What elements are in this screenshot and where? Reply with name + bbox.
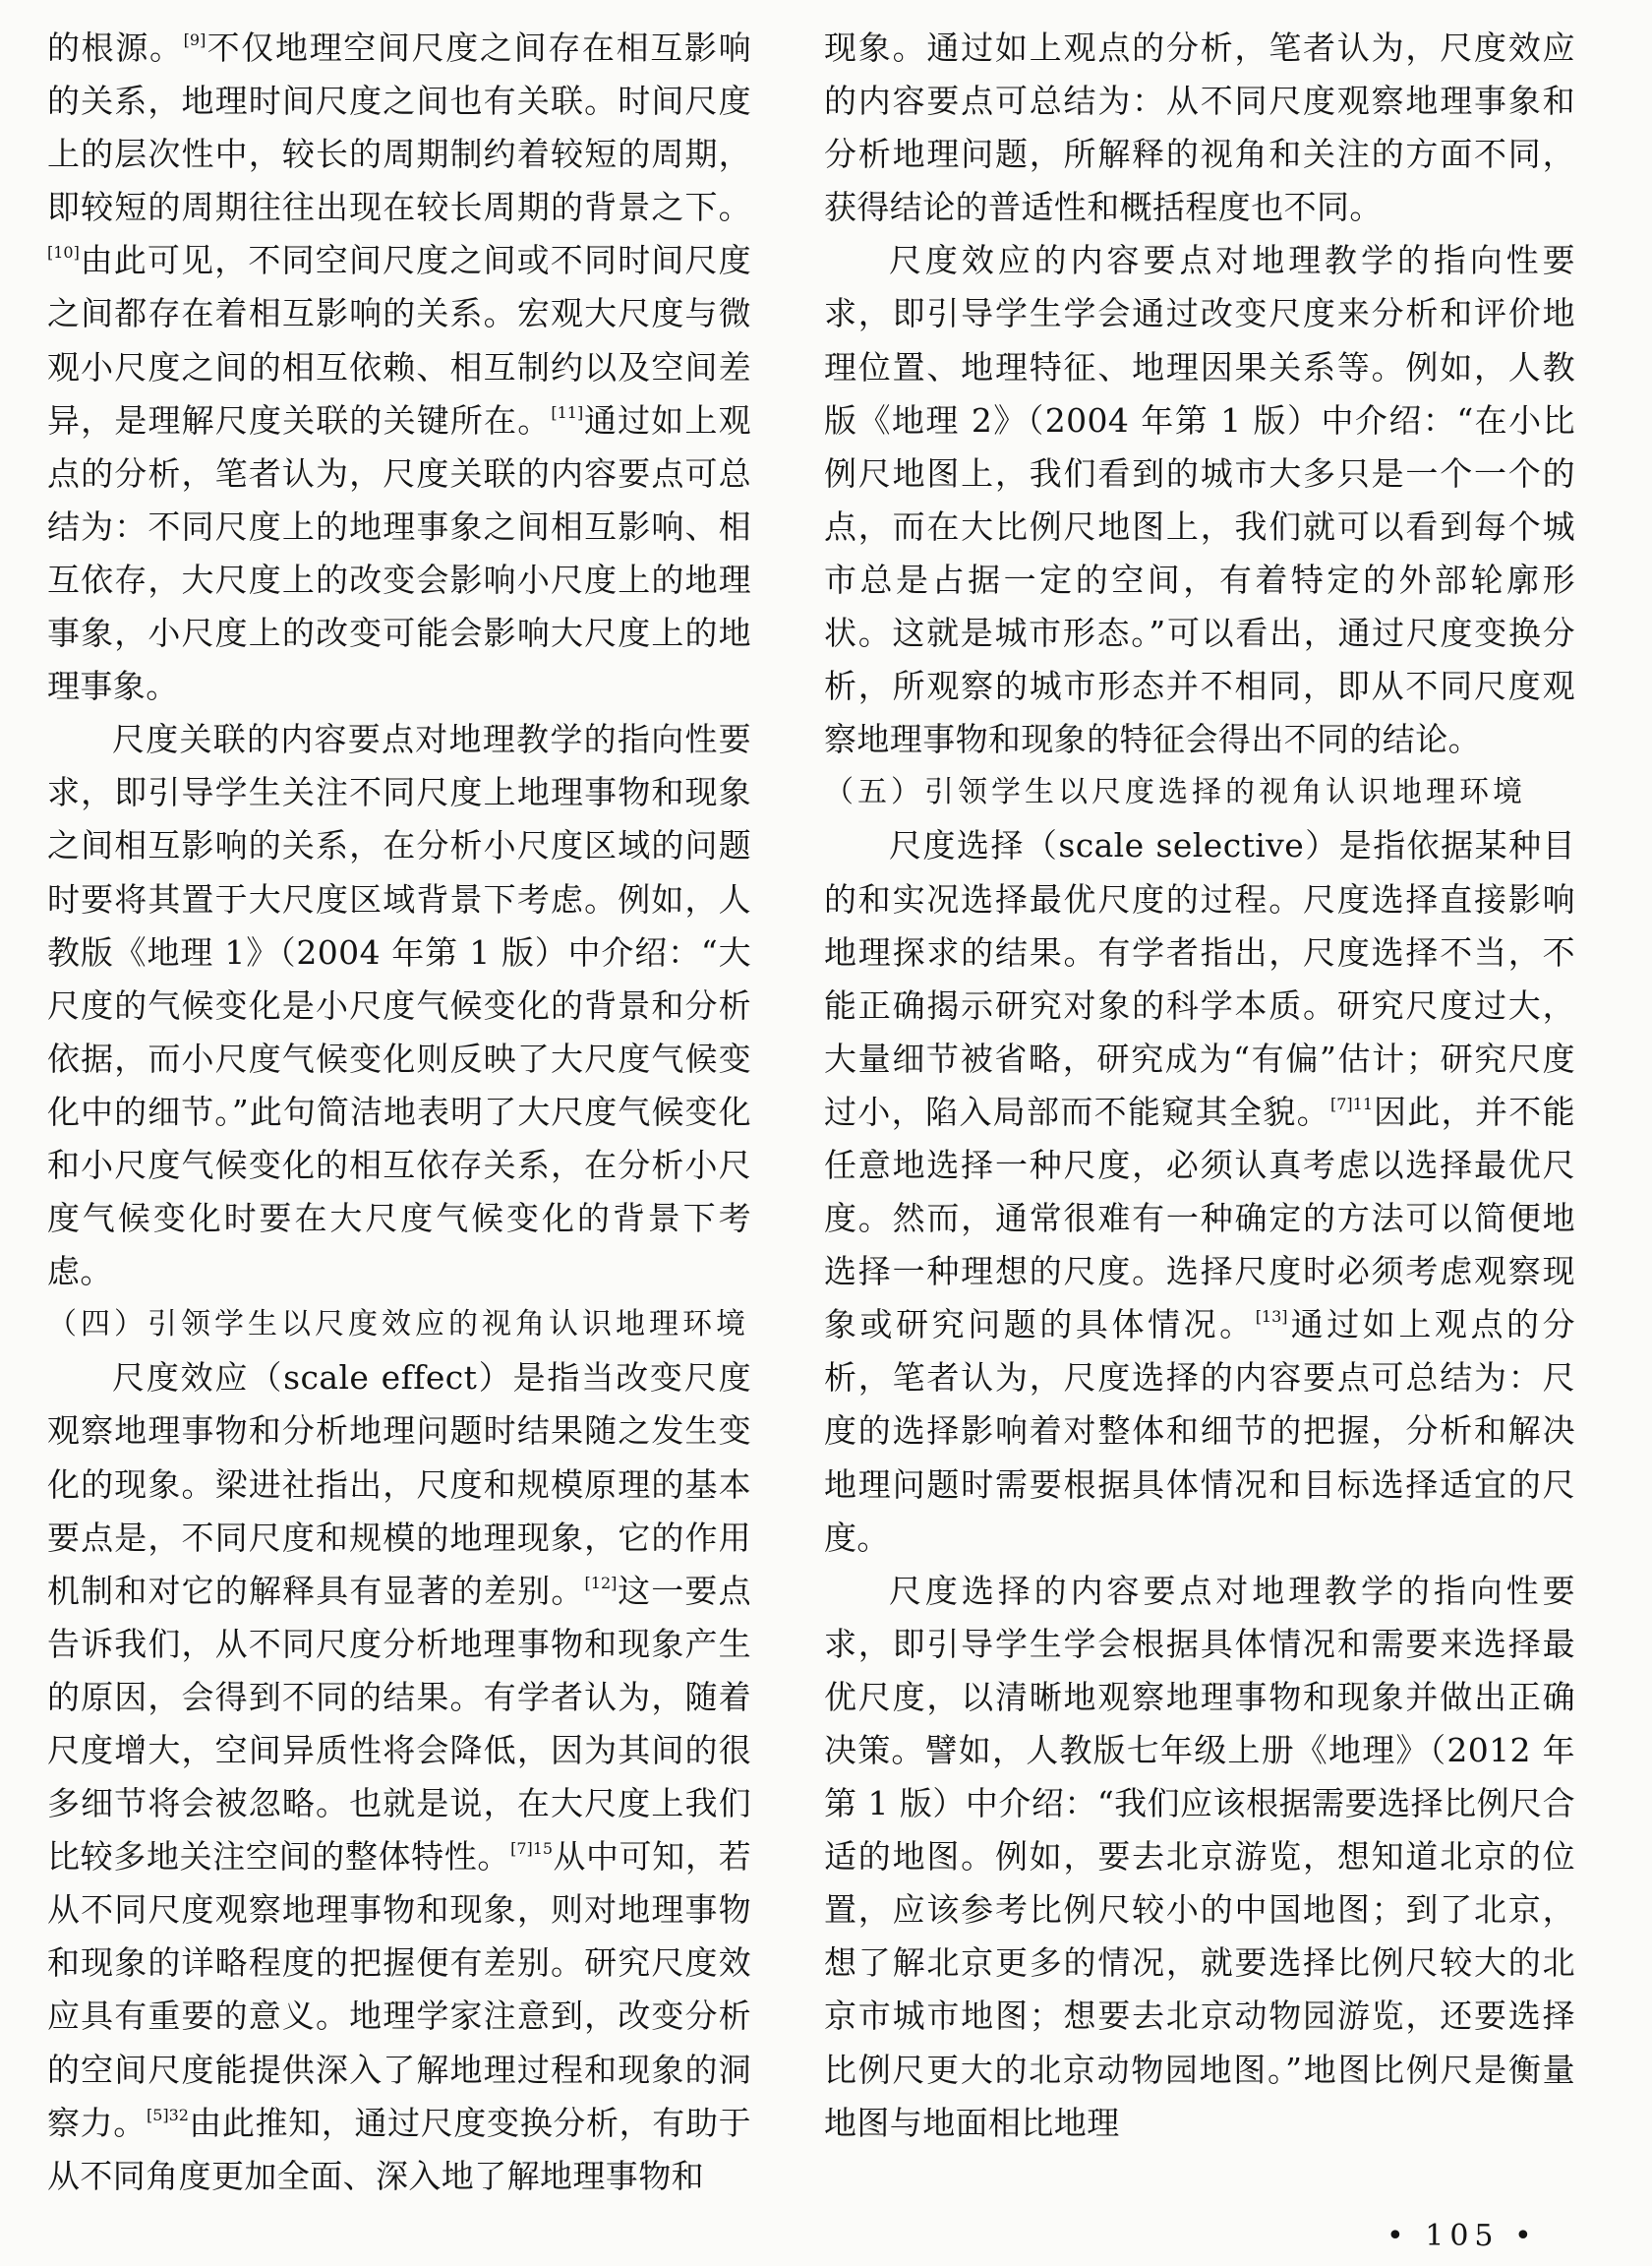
text-run: 通过如上观点的分析，笔者认为，尺度选择的内容要点可总结为：尺度的选择影响着对整体和细节的把握，分析和解决地理问题时需要根据具体情况和目标选择适宜的尺度。 xyxy=(824,1305,1575,1557)
text-run: 从中可知，若从不同尺度观察地理事物和现象，则对地理事物和现象的详略程度的把握便有差别。研究尺度效应具有重要的意义。地理学家注意到，改变分析的空间尺度能提供深入了解地理过程和现象的洞察力。 xyxy=(47,1837,751,2142)
text-run: 的根源。 xyxy=(47,29,184,67)
text-run: 这一要点告诉我们，从不同尺度分析地理事物和现象产生的原因，会得到不同的结果。有学者认为，随着尺度增大，空间异质性将会降低，因为其间的很多细节将会被忽略。也就是说，在大尺度上我们比较多地关注空间的整体特性。 xyxy=(47,1571,751,1877)
text-run: 不仅地理空间尺度之间存在相互影响的关系，地理时间尺度之间也有关联。时间尺度上的层次性中，较长的周期制约着较短的周期，即较短的周期往往出现在较长周期的背景之下。 xyxy=(47,29,751,227)
text-run: 由此推知，通过尺度变换分析，有助于从不同角度更加全面、深入地了解地理事物和 xyxy=(47,2103,751,2195)
paragraph-effect-teaching: 尺度效应的内容要点对地理教学的指向性要求，即引导学生学会通过改变尺度来分析和评价地理位置、地理特征、地理因果关系等。例如，人教版《地理 2》（2004 年第 1 版）中介绍：“在小比例尺地图上，我们看到的城市大多只是一个一个的点，而在大比例尺地图上，我们就可以看到每个城市总是占据一定的空间，有着特定的外部轮廓形状。这就是城市形态。”可以看出，通过尺度变换分析，所观察的城市形态并不相同，即从不同尺度观察地理事物和现象的特征会得出不同的结论。 xyxy=(824,241,1575,759)
paragraph-selection-teaching: 尺度选择的内容要点对地理教学的指向性要求，即引导学生学会根据具体情况和需要来选择最优尺度，以清晰地观察地理事物和现象并做出正确决策。譬如，人教版七年级上册《地理》（2012 年第 1 版）中介绍：“我们应该根据需要选择比例尺合适的地图。例如，要去北京游览，想知道北京的位置，应该参考比例尺较小的中国地图；到了北京，想了解北京更多的情况，就要选择比例尺较大的北京市城市地图；想要去北京动物园游览，还要选择比例尺更大的北京动物园地图。”地图比例尺是衡量地图与地面相比地理 xyxy=(824,1571,1575,2142)
paragraph-effect-summary: 现象。通过如上观点的分析，笔者认为，尺度效应的内容要点可总结为：从不同尺度观察地理事象和分析地理问题，所解释的视角和关注的方面不同，获得结论的普适性和概括程度也不同。 xyxy=(824,29,1575,227)
citation-ref: [9] xyxy=(183,30,206,49)
left-column xyxy=(47,22,751,2203)
paragraph-association-teaching: 尺度关联的内容要点对地理教学的指向性要求，即引导学生关注不同尺度上地理事物和现象之间相互影响的关系，在分析小尺度区域的问题时要将其置于大尺度区域背景下考虑。例如，人教版《地理 1》（2004 年第 1 版）中介绍：“大尺度的气候变化是小尺度气候变化的背景和分析依据，而小尺度气候变化则反映了大尺度气候变化中的细节。”此句简洁地表明了大尺度气候变化和小尺度气候变化的相互依存关系，在分析小尺度气候变化时要在大尺度气候变化的背景下考虑。 xyxy=(47,720,751,1291)
text-run: 通过如上观点的分析，笔者认为，尺度关联的内容要点可总结为：不同尺度上的地理事象之间相互影响、相互依存，大尺度上的改变会影响小尺度上的地理事象，小尺度上的改变可能会影响大尺度上的地理事象。 xyxy=(47,400,752,706)
section-heading-5: （五）引领学生以尺度选择的视角认识地理环境 xyxy=(824,775,1526,810)
paragraph-scale-association xyxy=(47,22,751,713)
citation-ref: [11] xyxy=(551,402,584,422)
page-number: • 105 • xyxy=(1386,2219,1538,2253)
citation-ref: [5]32 xyxy=(146,2105,189,2124)
paragraph-scale-effect xyxy=(47,1351,751,2203)
text-run: 尺度选择（scale selective）是指依据某种目的和实况选择最优尺度的过程。尺度选择直接影响地理探求的结果。有学者指出，尺度选择不当，不能正确揭示研究对象的科学本质。研究尺度过大，大量细节被省略，研究成为“有偏”估计；研究尺度过小，陷入局部而不能窥其全貌。 xyxy=(824,826,1575,1131)
citation-ref: [10] xyxy=(47,243,80,263)
text-run: 因此，并不能任意地选择一种尺度，必须认真考虑以选择最优尺度。然而，通常很难有一种确定的方法可以简便地选择一种理想的尺度。选择尺度时必须考虑观察现象或研究问题的具体情况。 xyxy=(824,1092,1576,1344)
text-run: 由此可见，不同空间尺度之间或不同时间尺度之间都存在着相互影响的关系。宏观大尺度与微观小尺度之间的相互依赖、相互制约以及空间差异，是理解尺度关联的关键所在。 xyxy=(47,241,751,440)
paragraph-scale-selection xyxy=(824,819,1575,1564)
citation-ref: [7]15 xyxy=(510,1839,554,1859)
text-run: 尺度效应（scale effect）是指当改变尺度观察地理事物和分析地理问题时结果随之发生变化的现象。梁进社指出，尺度和规模原理的基本要点是，不同尺度和规模的地理现象，它的作用机制和对它的解释具有显著的差别。 xyxy=(47,1358,751,1610)
citation-ref: [12] xyxy=(584,1573,618,1592)
right-column xyxy=(824,22,1575,2150)
section-heading-4: （四）引领学生以尺度效应的视角认识地理环境 xyxy=(47,1307,749,1342)
citation-ref: [7]11 xyxy=(1329,1094,1374,1113)
citation-ref: [13] xyxy=(1255,1307,1288,1327)
